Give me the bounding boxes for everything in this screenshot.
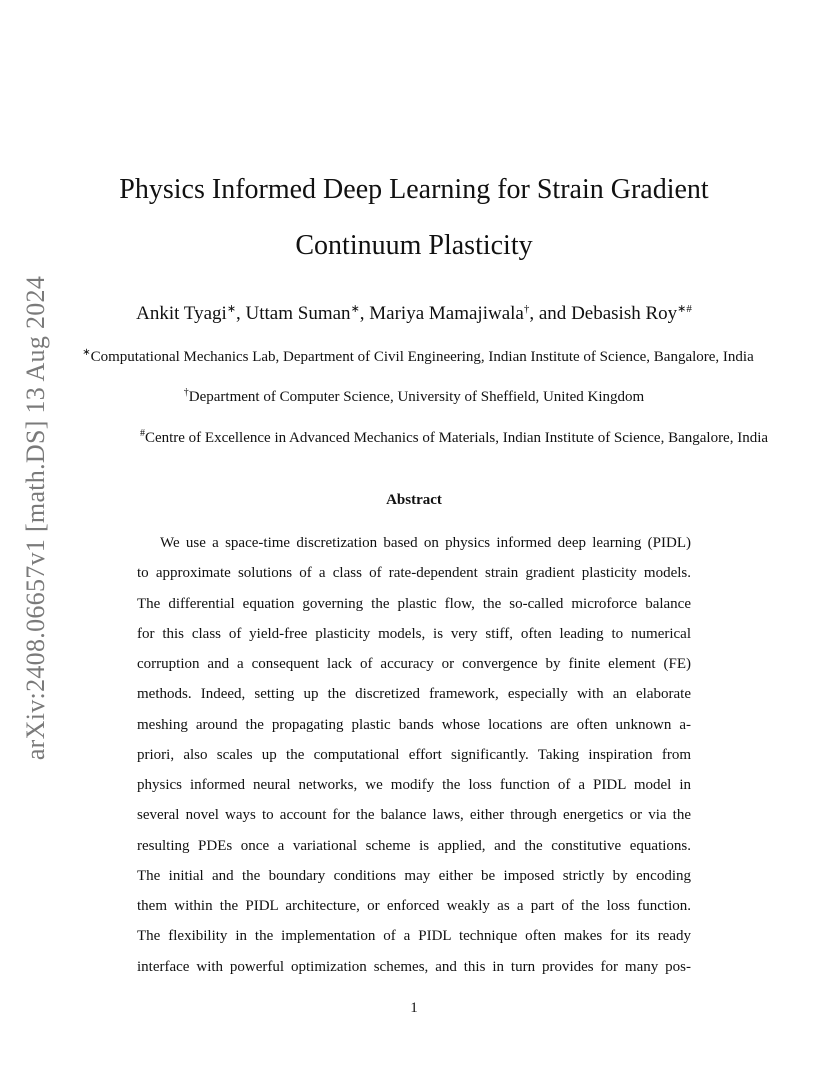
abstract-heading: Abstract <box>386 492 442 508</box>
author-name: Mariya Mamajiwala <box>369 303 524 324</box>
paper-title-line-1: Physics Informed Deep Learning for Strain Gradient <box>119 174 709 205</box>
abstract-line: The flexibility in the implementation of a PIDL technique often makes for its ready <box>137 928 691 945</box>
abstract-line: physics informed neural networks, we modify the loss function of a PIDL model in <box>137 777 691 793</box>
author-mark: † <box>523 303 530 315</box>
abstract-line: resulting PDEs once a variational scheme is applied, and the constitutive equations. <box>137 837 691 854</box>
abstract-line: for this class of yield-free plasticity models, is very stiff, often leading to numerical <box>137 625 691 642</box>
abstract-line: priori, also scales up the computational effort significantly. Taking inspiration from <box>137 746 691 763</box>
affiliation-mark: † <box>183 387 189 398</box>
abstract-body <box>137 528 691 982</box>
paper-title-line-2: Continuum Plasticity <box>295 230 533 261</box>
abstract-line: We use a space-time discretization based on physics informed deep learning (PIDL) <box>160 535 691 551</box>
author-mark: ∗# <box>677 303 692 315</box>
author-separator: , <box>359 303 370 324</box>
author-mark: ∗ <box>350 303 360 315</box>
abstract-line: methods. Indeed, setting up the discretized framework, especially with an elaborate <box>137 686 691 703</box>
page-number: 1 <box>410 1000 418 1016</box>
abstract-line: them within the PIDL architecture, or enforced weakly as a part of the loss function. <box>137 898 691 914</box>
author-separator: , and <box>529 303 572 324</box>
arxiv-side-stamp: arXiv:2408.06657v1 [math.DS] 13 Aug 2024 <box>21 275 50 761</box>
affiliation-3 <box>40 428 828 447</box>
author-separator: , <box>236 303 246 324</box>
abstract-line: interface with powerful optimization schemes, and this in turn provides for many pos- <box>137 958 691 975</box>
author-list <box>0 302 828 325</box>
abstract-line: meshing around the propagating plastic bands whose locations are often unknown a- <box>137 716 691 733</box>
author-name: Ankit Tyagi <box>136 303 227 324</box>
affiliation-1 <box>4 347 828 366</box>
abstract-line: to approximate solutions of a class of rate-dependent strain gradient plasticity models. <box>137 565 691 582</box>
affiliation-mark: # <box>139 428 145 439</box>
author-name: Debasish Roy <box>571 303 678 324</box>
abstract-line: The initial and the boundary conditions may either be imposed strictly by encoding <box>137 867 691 884</box>
affiliation-text: Department of Computer Science, University of Sheffield, United Kingdom <box>188 389 645 405</box>
abstract-line: The differential equation governing the plastic flow, the so-called microforce balance <box>137 595 691 612</box>
affiliation-text: Centre of Excellence in Advanced Mechanics of Materials, Indian Institute of Science, Bangalore, India <box>144 430 769 446</box>
affiliation-mark: ∗ <box>82 347 91 358</box>
abstract-line: several novel ways to account for the balance laws, either through energetics or via the <box>137 807 691 824</box>
author-name: Uttam Suman <box>245 303 351 324</box>
affiliation-2 <box>0 387 828 406</box>
abstract-line: corruption and a consequent lack of accuracy or convergence by finite element (FE) <box>137 656 691 672</box>
author-mark: ∗ <box>226 303 237 315</box>
affiliation-text: Computational Mechanics Lab, Department of Civil Engineering, Indian Institute of Science, Bangalore, India <box>90 349 754 365</box>
